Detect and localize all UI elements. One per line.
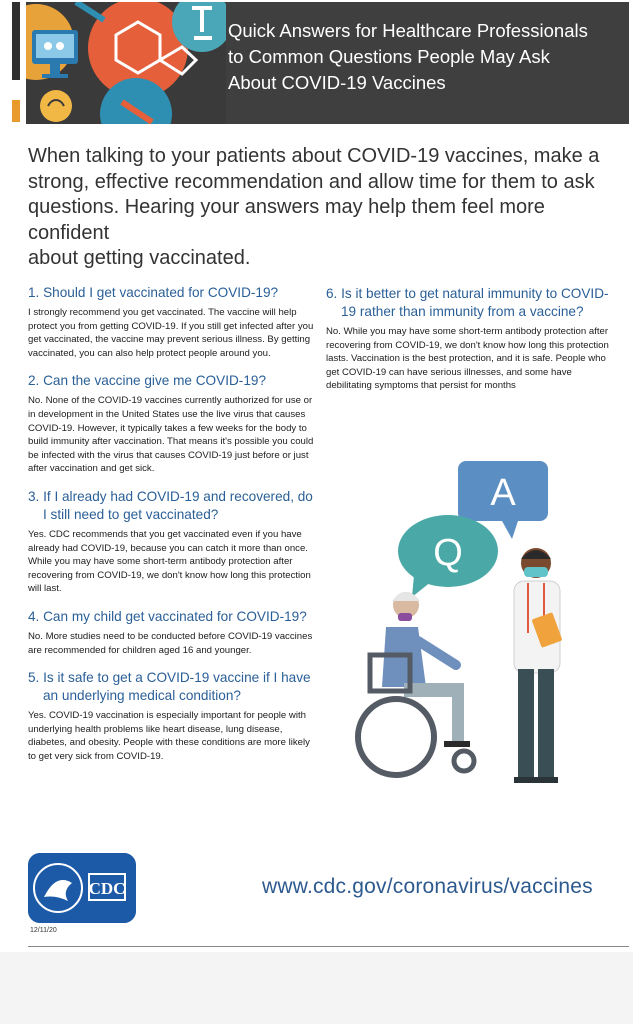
faq-right-column [326,285,610,405]
print-registration-marks [0,0,26,150]
doctor-figure [514,548,562,783]
faq-answer-2: No. None of the COVID-19 vaccines currently authorized for use or in development in the United States use the live virus that causes COVID-19. However, it typically takes a few weeks for the body to build immunity after vaccination. That means it's possible you could be infected with the virus that causes COVID-19 just before or just after vaccination and get sick. [28,395,314,475]
blank-bottom-margin [0,952,633,1024]
dark-bar-mark [12,2,20,80]
faq-question-3: 3. If I already had COVID-19 and recovered, do I still need to get vaccinated? [28,488,313,522]
intro-line-4: about getting vaccinated. [28,247,251,269]
orange-bar-mark [12,100,20,122]
banner-title-line-1: Quick Answers for Healthcare Professionals [228,20,588,41]
footer-divider [28,946,629,947]
vaccine-icons-collage [26,2,226,124]
faq-answer-3: Yes. CDC recommends that you get vaccinated even if you have already had COVID-19, because you can catch it more than once. While you may have some short-term antibody protection after recovering from COVID-19, we don't know how long this protection will last. [28,528,311,595]
faq-question-2: 2. Can the vaccine give me COVID-19? [28,373,267,389]
intro-line-3: questions. Hearing your answers may help them feel more confident [28,196,545,244]
faq-answer-6: No. While you may have some short-term antibody protection after recovering from COVID-19, we don't know how long this protection lasts. Vaccination is the best protection, and it is safe. People who get COVID-19 can have serious illnesses, and some have debilitating symptoms that persist for months [326,326,609,392]
intro-paragraph [28,144,608,272]
faq-answer-5: Yes. COVID-19 vaccination is especially important for people with underlying health problems like heart disease, lung disease, diabetes, and obesity. People with these conditions are more likely to get very sick from COVID-19. [28,710,310,762]
faq-answer-1: I strongly recommend you get vaccinated. The vaccine will help protect you from getting COVID-19. If you still get infected after you get vaccinated, the vaccine may prevent serious illness. By getting vaccinated, you can also help protect people around you. [28,307,314,359]
patient-doctor-illustration [352,455,582,795]
faq-left-column [28,284,316,775]
cdc-logo-letters: CDC [88,879,126,898]
answer-bubble-letter: A [490,472,516,514]
hhs-cdc-logo [28,853,136,923]
intro-line-2: strong, effective recommendation and allow time for them to ask [28,170,595,193]
faq-answer-4: No. More studies need to be conducted before COVID-19 vaccines are recommended for children aged 16 and younger. [28,630,313,656]
footer-url: www.cdc.gov/coronavirus/vaccines [262,875,593,898]
banner-title-line-2: to Common Questions People May Ask [228,46,550,67]
banner-title [228,18,623,96]
faq-question-4: 4. Can my child get vaccinated for COVID-19? [28,608,307,624]
publication-date: 12/11/20 [30,927,57,934]
header-banner [26,2,629,124]
patient-wheelchair-figure [358,592,474,775]
question-bubble-letter: Q [433,532,463,574]
intro-line-1: When talking to your patients about COVID-19 vaccines, make a [28,145,600,167]
faq-question-1: 1. Should I get vaccinated for COVID-19? [28,285,279,300]
faq-question-6: 6. Is it better to get natural immunity to COVID-19 rather than immunity from a vaccine? [326,286,609,319]
banner-title-line-3: About COVID-19 Vaccines [228,72,446,93]
faq-question-5: 5. Is it safe to get a COVID-19 vaccine if I have an underlying medical condition? [28,670,311,704]
